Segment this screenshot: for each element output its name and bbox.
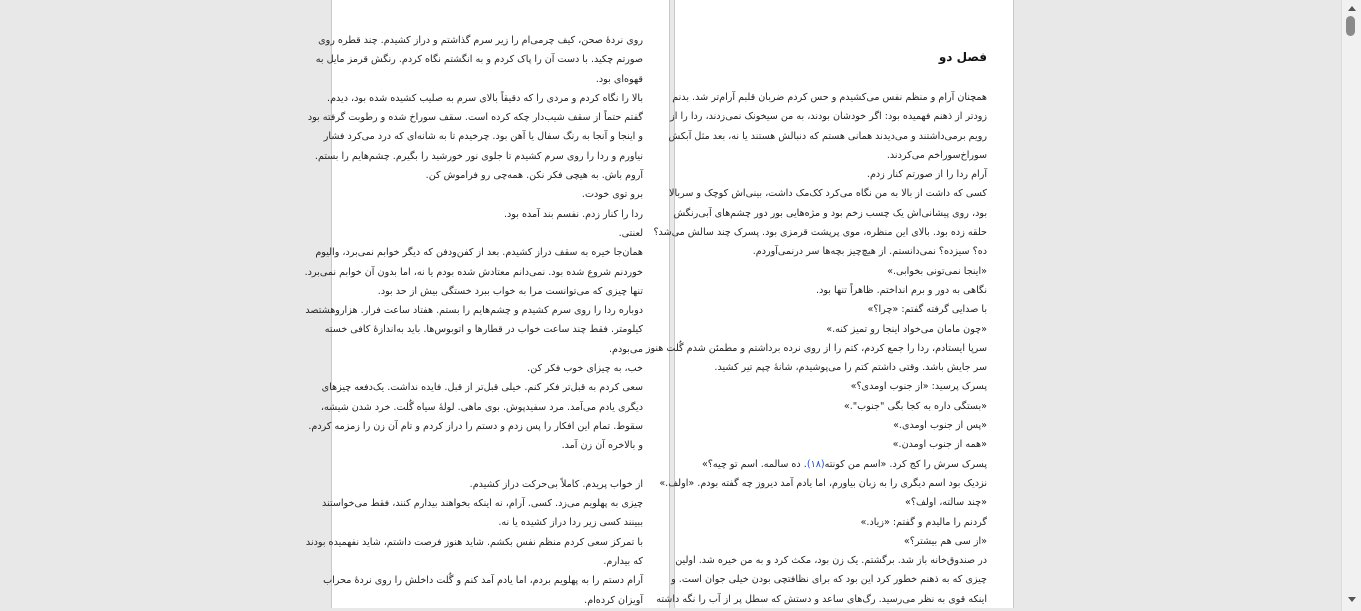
text-line [353,456,643,475]
scrollbar-thumb[interactable] [1346,16,1355,36]
text-line: سر جایش باشد. وقتی داشتم کتم را می‌پوشیدم، شانهٔ چپم تیر کشید. [714,362,987,374]
text-line: آرام ردا را از صورتم کنار زدم. [866,169,987,181]
text-line: ده؟ سیزده؟ نمی‌دانستم. از هیچ‌چیز بچه‌ها سر درنمی‌آوردم. [752,246,987,258]
text-line: و اینجا و آنجا به رنگ سفال یا آهن بود. چرخیدم تا به شانه‌ای که درد می‌کرد فشار [323,131,643,143]
text-line: «اینجا نمی‌تونی بخوابی.» [887,265,987,277]
text-line: اینکه قوی به نظر می‌رسید. رگ‌های ساعد و دستش که سطل پر از آب را نگه داشته [656,593,987,605]
text-line: پسرک پرسید: «از جنوب اومدی؟» [850,381,987,393]
chevron-up-icon [1348,6,1356,11]
text-line: سقوط. تمام این افکار را پس زدم و دستم را دراز کردم و تام آن زن را زمزمه کردم. [308,420,643,432]
text-line: همچنان آرام و منظم نفس می‌کشیدم و حس کردم ضربان قلبم آرام‌تر شد. بدنم [672,92,987,103]
text-line: «پس از جنوب اومدی.» [893,420,987,432]
text-line: حلقه زده بود. بالای این منظره، موی پرپشت قرمزی بود. پسرک چند سالش می‌شد؟ [653,227,987,239]
text-line: با تمرکز سعی کردم منظم نفس بکشم. شاید هنوز فرصت داشتم، شاید نفهمیده بودند [305,536,643,548]
text-line: تنها چیزی که می‌توانست مرا به خواب ببرد خستگی بیش از حد بود. [377,285,643,297]
text-line: «همه از جنوب اومدن.» [892,439,987,451]
chapter-heading: فصل دو [938,50,987,64]
scroll-up-button[interactable] [1342,0,1361,16]
text-line: ببینند کسی زیر ردا دراز کشیده یا نه. [498,517,643,529]
text-line: سعی کردم به قبل‌تر فکر کنم. خیلی قبل‌تر از قبل. فایده نداشت. یک‌دفعه چیزهای [321,382,643,394]
text-line: «چند سالته، اولف؟» [905,497,987,509]
text-line: زودتر از ذهنم فهمیده بود: اگر خودشان بودند، به من سیخونک نمی‌زدند، ردا را از [670,111,987,123]
text-line: دوباره ردا را روی سرم کشیدم و چشم‌هایم را بستم. هفتاد ساعت فرار. هزاروهشتصد [305,305,643,317]
text-line: همان‌جا خیره به سقف دراز کشیدم. بعد از کفن‌ودفن که دیگر خوابم نمی‌برد، والیوم [315,247,643,259]
page-right-text [645,88,987,609]
text-line: خب، به چیزای خوب فکر کن. [527,363,643,375]
text-line: سرپا ایستادم، ردا را جمع کردم، کتم را از روی نرده برداشتم و مطمئن شدم گُلت هنوز [645,342,987,354]
text-line: آروم باش. به هیچی فکر نکن. همه‌چی رو فراموش کن. [425,170,643,182]
vertical-scrollbar[interactable] [1341,0,1361,611]
text-line: و بالاخره آن زن آمد. [561,440,643,452]
text-line: با صدایی گرفته گفتم: «چرا؟» [867,304,987,316]
text-line: «از سی هم بیشتر؟» [903,535,987,547]
page-left [304,0,670,608]
text-line: روی نردهٔ صحن، کیف چرمی‌ام را زیر سرم گذاشتم و دراز کشیدم. چند قطره روی [318,35,643,46]
text-line: «چون مامان می‌خواد اینجا رو تمیز کنه.» [826,323,987,335]
page-right [645,0,1014,608]
text-line: چیزی که به ذهنم خطور کرد این بود که برای نظافتچی بودن خیلی جوان است. و [671,574,987,586]
text-line: خوردنم شروع شده بود. نمی‌دانم معتادش شده بودم یا نه، اما بدون آن خوابم نمی‌برد. [304,266,643,278]
text-line: ردا را کنار زدم. نفسم بند آمده بود. [503,208,643,220]
text-line: لعنتی. [618,227,643,239]
text-line: گردنم را مالیدم و گفتم: «زیاد.» [860,516,987,528]
text-line: رویم برمی‌داشتند و می‌دیدند همانی هستم که دنبالش هستند یا نه، بعد مثل آبکش [668,130,987,142]
text-line: کیلومتر. فقط چند ساعت خواب در قطارها و اتوبوس‌ها. باید به‌اندازهٔ کافی خسته [324,324,643,336]
text-line: قهوه‌ای بود. [595,73,643,85]
text-line: که بیدارم. [603,556,643,568]
text-line: نگاهی به دور و برم انداختم. ظاهراً تنها بود. [816,284,987,296]
text-fragment: پسرک سرش را کج کرد. «اسم من کونته [824,458,987,470]
scroll-down-button[interactable] [1342,591,1361,607]
text-line: در صندوق‌خانه باز شد. برگشتم. یک زن بود، مکث کرد و به من خیره شد. اولین [675,555,987,567]
page-left-text [304,31,643,610]
text-line: «بستگی داره به کجا بگی "جنوب".» [843,400,987,412]
text-line: آویزان کرده‌ام. [584,594,643,606]
text-line: گفتم حتماً از سقف شیب‌دار چکه کرده است. سقف سوراخ شده و رطوبت گرفته بود [307,112,643,124]
text-line: آرام دستم را به پهلویم بردم، اما یادم آمد کنم و گُلت داخلش را روی نردهٔ محراب [323,575,643,587]
text-line: برو توی خودت. [581,189,643,201]
text-line: کسی که داشت از بالا به من نگاه می‌کرد کک‌مک داشت، بینی‌اش کوچک و سربالا [668,188,987,200]
text-line: بالا را نگاه کردم و مردی را که دقیقاً بالای سرم به صلیب کشیده شده بود، دیدم. [327,92,643,104]
text-line: دیگری یادم می‌آمد. مرد سفیدپوش. بوی ماهی. لولهٔ سیاه گُلت. خرد شدن شیشه، [320,401,643,413]
text-line: می‌بودم. [608,343,643,355]
text-line: نزدیک بود اسم دیگری را به زبان بیاورم، اما یادم آمد دیروز چه گفته بودم. «اولف.» [659,477,987,489]
text-line: بود، روی پیشانی‌اش یک چسب زخم بود و مژه‌هایی بور دور چشم‌های آبی‌رنگش [673,207,987,219]
footnote-link[interactable]: (۱۸) [806,458,825,470]
chevron-down-icon [1348,597,1356,602]
text-line: نیاورم و ردا را روی سرم کشیدم تا جلوی نور خورشید را بگیرم. چشم‌هایم را بستم. [314,150,643,162]
text-line: سوراخ‌سوراخم می‌کردند. [886,149,987,161]
text-line: صورتم چکید. با دست آن را پاک کردم و به انگشتم نگاه کردم. رنگش قرمز مایل به [315,54,643,66]
text-fragment: . ده سالمه. اسم تو چیه؟» [701,458,807,470]
text-line [702,455,987,474]
text-line: از خواب پریدم. کاملاً بی‌حرکت دراز کشیدم. [469,478,643,490]
text-line: چیزی به پهلویم می‌زد. کسی. آرام، نه اینکه بخواهند بیدارم کنند، فقط می‌خواستند [322,498,643,510]
